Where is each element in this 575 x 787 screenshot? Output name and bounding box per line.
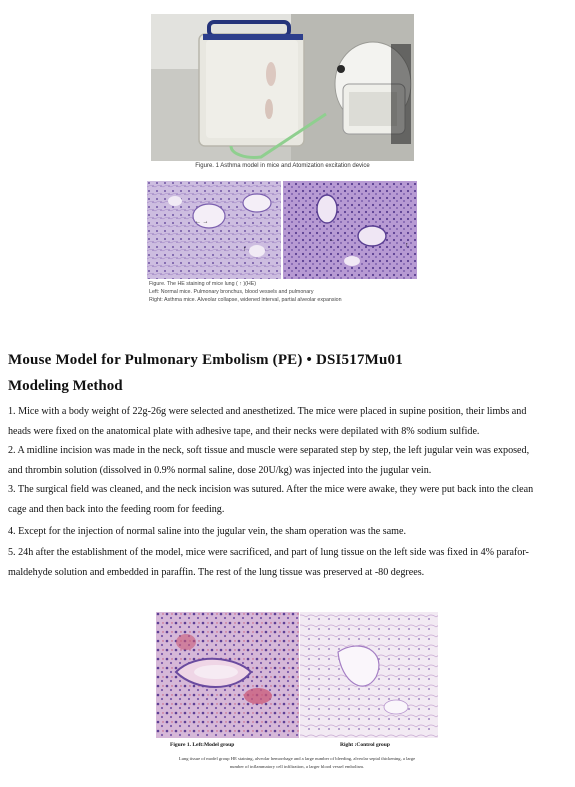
method-line: 1. Mice with a body weight of 22g-26g were selected and anesthetized. The mice were placed in supine position, their limbs and — [8, 406, 527, 417]
figure3-label-right: Right :Control group — [340, 742, 390, 748]
figure3-label-left: Figure 1. Left:Model group — [170, 742, 235, 748]
method-line: and thrombin solution (dissolved in 0.9% normal saline, dose 20U/kg) was injected into the jugular vein. — [8, 464, 432, 476]
method-line: cage and then back into the feeding room for feeding. — [8, 503, 225, 515]
figure2-histology — [147, 181, 417, 279]
svg-text:← →: ← → — [195, 219, 209, 225]
figure3-histology — [156, 612, 438, 738]
method-line: 2. A midline incision was made in the neck, soft tissue and muscle were separated step by step, the left jugular vein was exposed, — [8, 445, 530, 456]
method-step-1 — [8, 402, 571, 441]
svg-text:↑: ↑ — [243, 245, 247, 253]
method-step-5 — [8, 543, 571, 582]
method-line: 5. 24h after the establishment of the model, mice were sacrificed, and part of lung tissue on the left side was fixed in 4% parafor- — [8, 547, 529, 558]
method-step-2 — [8, 441, 571, 480]
figure3-caption-line: Lung tissue of model group HE staining, alveolar hemorrhage and a large number of bleeding, alveolar septal thickening, a large — [178, 756, 416, 761]
svg-text:←: ← — [329, 237, 335, 243]
method-step-3 — [8, 480, 571, 519]
figure3-caption-line: number of inflammatory cell infiltration, a larger blood vessel embolism. — [229, 764, 365, 769]
figure2-caption-line: Figure. The HE staining of mice lung ( ↑ )(HE) — [149, 281, 257, 287]
method-line: maldehyde solution and embedded in paraffin. The rest of the lung tissue was preserved at -80 degrees. — [8, 566, 425, 578]
figure1-photo — [151, 14, 414, 161]
method-line: 3. The surgical field was cleaned, and the neck incision was sutured. After the mice were awake, they were put back into the clean — [8, 484, 534, 495]
figure2-caption-line: Left: Normal mice. Pulmonary bronchus, blood vessels and pulmonary — [149, 289, 314, 295]
page-title: Mouse Model for Pulmonary Embolism (PE) • DSI517Mu01 — [8, 352, 403, 368]
figure3-caption — [156, 755, 438, 771]
method-step-4 — [8, 522, 571, 542]
figure2-caption-line: Right: Asthma mice. Alveolar collapse, widened interval, partial alveolar expansion — [149, 297, 342, 303]
section-heading: Modeling Method — [8, 378, 123, 394]
svg-text:↑: ↑ — [405, 241, 409, 249]
figure2-caption — [149, 280, 419, 304]
method-line: 4. Except for the injection of normal saline into the jugular vein, the sham operation was the same. — [8, 526, 407, 537]
figure1-caption: Figure. 1 Asthma model in mice and Atomization excitation device — [195, 163, 370, 169]
method-line: heads were fixed on the anatomical plate with adhesive tape, and their necks were depilated with 8% sodium sulfide. — [8, 425, 480, 437]
